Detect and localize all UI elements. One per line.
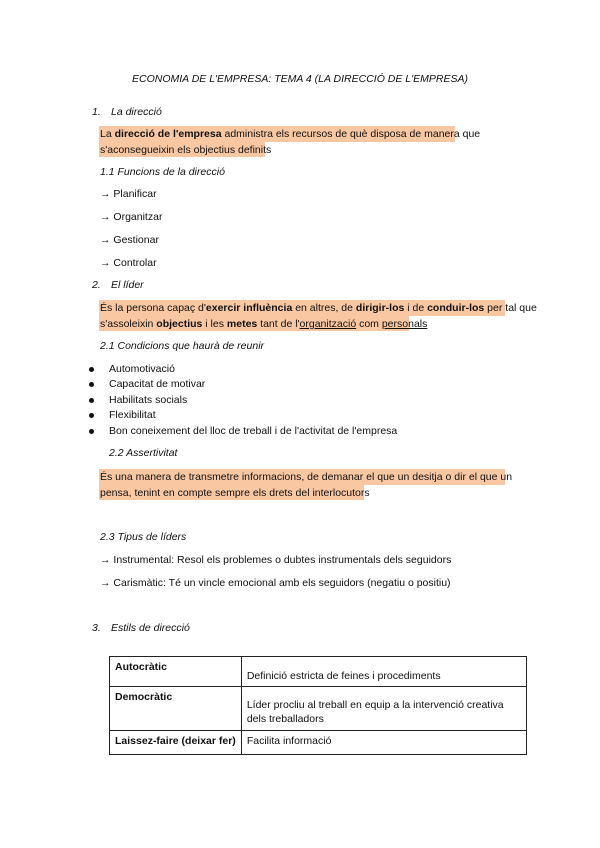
direction-definition-line2: s'aconsegueixin els objectius definits — [100, 144, 272, 156]
bullet-icon — [89, 398, 94, 403]
bullet-icon — [89, 382, 94, 387]
subsection-1-1-heading: 1.1 Funcions de la direcció — [100, 166, 225, 178]
style-name-cell: Autocràtic — [110, 657, 242, 687]
assertivity-definition-line1: És una manera de transmetre informacions, de demanar el que un desitja o dir el que un — [100, 471, 513, 483]
table-row — [110, 687, 527, 731]
condition-item: Bon coneixement del lloc de treball i de l'activitat de l'empresa — [109, 425, 398, 437]
condition-item: Flexibilitat — [109, 409, 156, 421]
subsection-2-3-heading: 2.3 Tipus de líders — [100, 531, 187, 543]
section-2-heading — [92, 279, 144, 291]
leader-definition-line2: s'assoleixin objectius i les metes tant de l'organització com personals — [100, 318, 428, 330]
bullet-icon — [89, 367, 94, 372]
subsection-2-1-heading: 2.1 Condicions que haurà de reunir — [100, 340, 265, 352]
bullet-icon — [89, 413, 94, 418]
section-1-heading — [92, 106, 162, 118]
style-description-cell: Definició estricta de feines i procediments — [241, 657, 526, 687]
style-name-cell: Laissez-faire (deixar fer) — [110, 731, 242, 755]
condition-item: Automotivació — [109, 363, 175, 375]
leader-type-item: → Instrumental: Resol els problemes o dubtes instrumentals dels seguidors — [100, 554, 452, 566]
section-3-title: Estils de direcció — [111, 622, 190, 634]
bullet-icon — [89, 429, 94, 434]
section-1-title: La direcció — [111, 106, 162, 118]
table-row — [110, 657, 527, 687]
section-1-number: 1. — [92, 106, 101, 118]
style-description-cell: Líder procliu al treball en equip a la intervenció creativa dels treballadors — [241, 687, 526, 731]
assertivity-definition-line2: pensa, tenint en compte sempre els drets del interlocutors — [100, 487, 370, 499]
function-item: → Gestionar — [100, 234, 159, 246]
section-3-number: 3. — [92, 622, 101, 634]
condition-item: Capacitat de motivar — [109, 378, 206, 390]
direction-definition-line1: La direcció de l'empresa administra els recursos de què disposa de manera que — [100, 128, 481, 140]
subsection-2-2-heading: 2.2 Assertivitat — [109, 447, 178, 459]
table-row — [110, 731, 527, 755]
direction-styles-table — [109, 656, 527, 755]
function-item: → Planificar — [100, 188, 157, 200]
function-item: → Organitzar — [100, 211, 163, 223]
style-description-cell: Facilita informació — [241, 731, 526, 755]
leader-definition-line1: És la persona capaç d'exercir influència en altres, de dirigir-los i de conduir-los per tal que — [100, 302, 537, 314]
style-name-cell: Democràtic — [110, 687, 242, 731]
leader-type-item: → Carismàtic: Té un vincle emocional amb els seguidors (negatiu o positiu) — [100, 577, 451, 589]
section-3-heading — [92, 622, 190, 634]
function-item: → Controlar — [100, 257, 157, 269]
document-title: ECONOMIA DE L'EMPRESA: TEMA 4 (LA DIRECCIÓ DE L'EMPRESA) — [132, 73, 468, 85]
condition-item: Habilitats socials — [109, 394, 188, 406]
section-2-number: 2. — [92, 279, 101, 291]
section-2-title: El líder — [111, 279, 144, 291]
